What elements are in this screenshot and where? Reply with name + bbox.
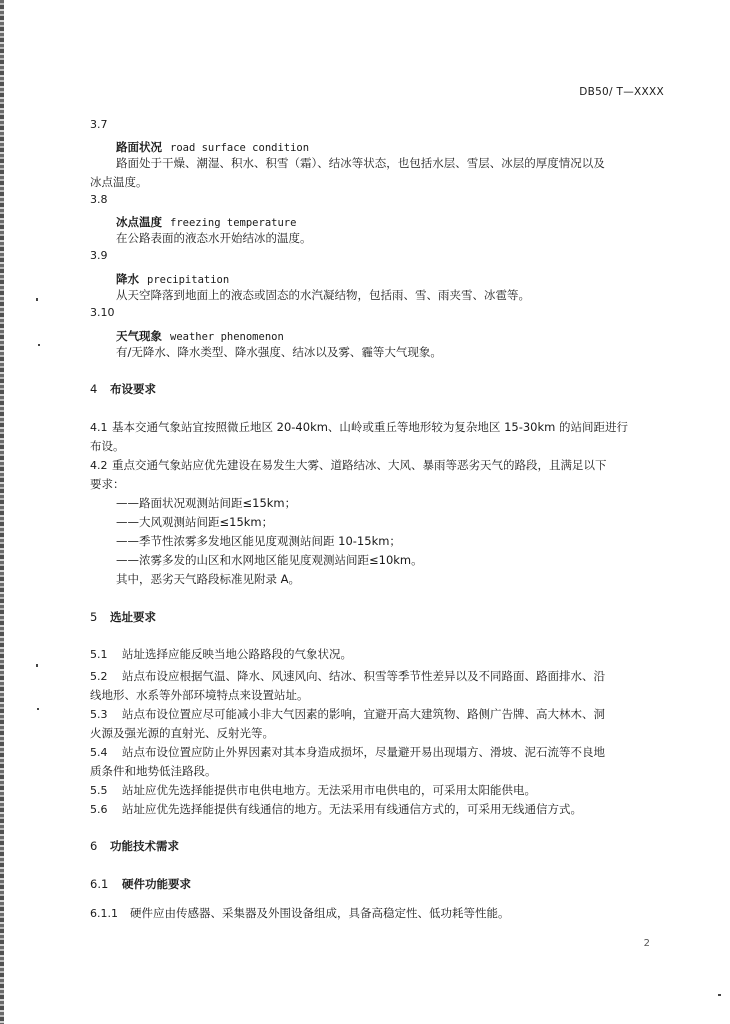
- clause-number: 5.4: [90, 746, 108, 759]
- term-definition-line: 在公路表面的液态水开始结冰的温度。: [116, 231, 312, 245]
- clause-line: [90, 801, 582, 817]
- dash-list-item: ——浓雾多发的山区和水网地区能见度观测站间距≤10km。: [116, 553, 423, 567]
- clause-line: [90, 905, 510, 921]
- clause-text: 站址应优先选择能提供市电供电地方。无法采用市电供电的，可采用太阳能供电。: [122, 783, 536, 797]
- term-chinese: 路面状况: [116, 140, 162, 154]
- clause-line: [90, 646, 352, 662]
- clause-number: 5.5: [90, 784, 108, 797]
- section-number: 6: [90, 839, 98, 853]
- term-english: road surface condition: [170, 142, 310, 154]
- term-definition-line: 从天空降落到地面上的液态或固态的水汽凝结物，包括雨、雪、雨夹雪、冰雹等。: [116, 288, 530, 302]
- term-heading: [116, 325, 284, 344]
- clause-note: 其中，恶劣天气路段标准见附录 A。: [116, 572, 301, 586]
- scan-speck: [37, 708, 39, 710]
- scan-speck: [36, 298, 38, 301]
- term-chinese: 冰点温度: [116, 215, 162, 229]
- clause-text: 站点布设位置应尽可能减小非大气因素的影响，宜避开高大建筑物、路侧广告牌、高大林木、洞: [122, 707, 605, 721]
- clause-text: 站址应优先选择能提供有线通信的地方。无法采用有线通信方式的，可采用无线通信方式。: [122, 802, 582, 816]
- clause-text: 基本交通气象站宜按照微丘地区 20-40km、山岭或重丘等地形较为复杂地区 15-30km 的站间距进行: [112, 420, 629, 434]
- page-number: 2: [643, 938, 650, 949]
- section-heading: [90, 609, 156, 625]
- clause-number: 6.1.1: [90, 907, 118, 920]
- term-english: weather phenomenon: [170, 331, 284, 343]
- term-heading: [116, 268, 229, 287]
- section-number: 4: [90, 382, 98, 396]
- subsection-title: 硬件功能要求: [122, 877, 191, 891]
- scan-speck: [38, 344, 40, 346]
- scan-speck: [36, 664, 38, 667]
- term-heading: [116, 136, 309, 155]
- term-number: 3.8: [90, 193, 108, 206]
- clause-text: 站点布设应根据气温、降水、风速风向、结冰、积雪等季节性差异以及不同路面、路面排水、沿: [122, 669, 605, 683]
- term-definition-line: 有/无降水、降水类型、降水强度、结冰以及雾、霾等大气现象。: [116, 345, 442, 359]
- clause-text: 站点布设位置应防止外界因素对其本身造成损坏，尽量避开易出现塌方、滑坡、泥石流等不良地: [122, 745, 605, 759]
- section-title: 选址要求: [110, 610, 156, 624]
- section-title: 功能技术需求: [110, 839, 179, 853]
- scan-speck: [718, 994, 721, 996]
- section-title: 布设要求: [110, 382, 156, 396]
- clause-line: [90, 706, 605, 722]
- dash-list-item: ——大风观测站间距≤15km；: [116, 515, 274, 529]
- clause-text: 站址选择应能反映当地公路路段的气象状况。: [122, 647, 352, 661]
- dash-list-item: ——路面状况观测站间距≤15km；: [116, 496, 297, 510]
- clause-continuation: 质条件和地势低洼路段。: [90, 764, 217, 778]
- clause-line: [90, 782, 536, 798]
- clause-number: 4.1: [90, 421, 108, 434]
- clause-number: 5.2: [90, 670, 108, 683]
- term-number: 3.7: [90, 118, 108, 131]
- standard-code: DB50/ T—XXXX: [579, 86, 664, 98]
- clause-continuation: 要求：: [90, 477, 125, 491]
- clause-text: 硬件应由传感器、采集器及外围设备组成，具备高稳定性、低功耗等性能。: [130, 906, 510, 920]
- term-english: precipitation: [147, 274, 230, 286]
- section-heading: [90, 381, 156, 397]
- section-number: 5: [90, 610, 98, 624]
- clause-line: [90, 744, 605, 760]
- term-definition-line: 路面处于干燥、潮湿、积水、积雪（霜）、结冰等状态，也包括水层、雪层、冰层的厚度情况以及: [116, 156, 605, 170]
- clause-line: [90, 668, 605, 684]
- clause-number: 5.6: [90, 803, 108, 816]
- clause-continuation: 火源及强光源的直射光、反射光等。: [90, 726, 274, 740]
- term-english: freezing temperature: [170, 217, 297, 229]
- subsection-number: 6.1: [90, 877, 109, 891]
- dash-list-item: ——季节性浓雾多发地区能见度观测站间距 10-15km；: [116, 534, 401, 548]
- term-definition-line: 冰点温度。: [90, 175, 148, 189]
- clause-line: [90, 419, 628, 435]
- term-chinese: 降水: [116, 272, 139, 286]
- section-heading: [90, 838, 179, 854]
- clause-continuation: 线地形、水系等外部环境特点来设置站址。: [90, 688, 309, 702]
- clause-number: 5.1: [90, 648, 108, 661]
- clause-number: 4.2: [90, 459, 108, 472]
- subsection-heading: [90, 876, 191, 892]
- clause-number: 5.3: [90, 708, 108, 721]
- clause-continuation: 布设。: [90, 439, 125, 453]
- clause-line: [90, 457, 607, 473]
- scan-edge-artifact: [0, 0, 4, 1024]
- clause-text: 重点交通气象站应优先建设在易发生大雾、道路结冰、大风、暴雨等恶劣天气的路段，且满足以下: [112, 458, 607, 472]
- term-heading: [116, 211, 296, 230]
- term-chinese: 天气现象: [116, 329, 162, 343]
- term-number: 3.10: [90, 306, 115, 319]
- term-number: 3.9: [90, 249, 108, 262]
